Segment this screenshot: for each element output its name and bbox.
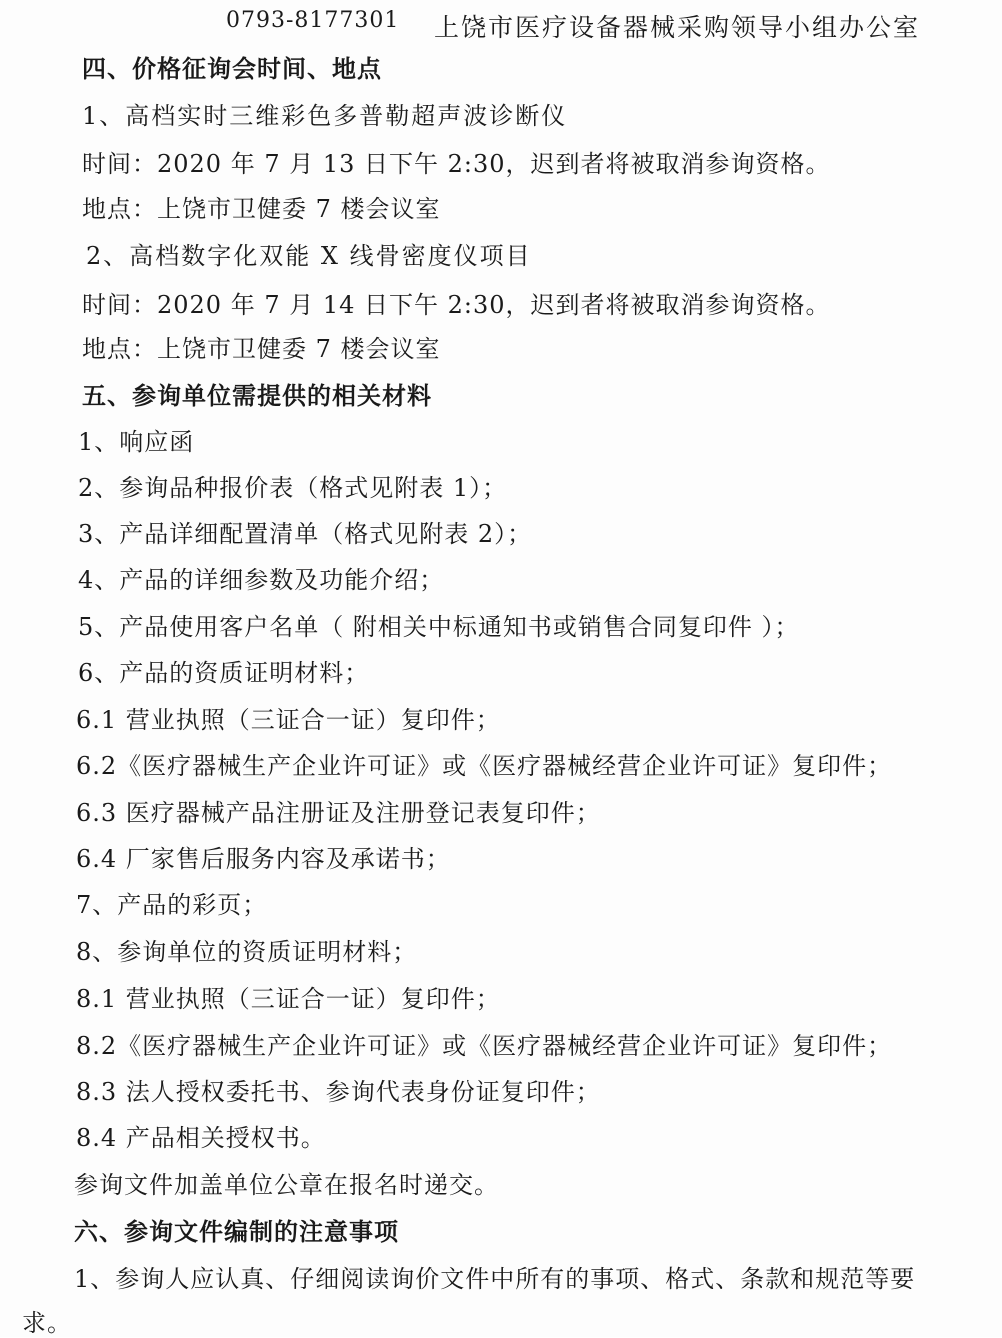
list-item: 6.3 医疗器械产品注册证及注册登记表复印件； <box>76 799 601 827</box>
section-heading-6: 六、参询文件编制的注意事项 <box>74 1218 399 1246</box>
location-line: 地点：上饶市卫健委 7 楼会议室 <box>82 335 441 363</box>
list-item: 2、参询品种报价表（格式见附表 1）； <box>78 474 508 502</box>
list-item: 6.2《医疗器械生产企业许可证》或《医疗器械经营企业许可证》复印件； <box>76 752 893 780</box>
time-line: 时间：2020 年 7 月 14 日下午 2:30，迟到者将被取消参询资格。 <box>82 291 831 319</box>
header-organization: 上饶市医疗设备器械采购领导小组办公室 <box>434 13 921 42</box>
list-item: 4、产品的详细参数及功能介绍； <box>78 566 445 594</box>
submission-note: 参询文件加盖单位公章在报名时递交。 <box>74 1171 499 1199</box>
list-item: 8、参询单位的资质证明材料； <box>76 938 418 966</box>
location-line: 地点：上饶市卫健委 7 楼会议室 <box>82 195 441 223</box>
section-heading-5: 五、参询单位需提供的相关材料 <box>82 382 432 410</box>
list-item: 8.4 产品相关授权书。 <box>76 1124 326 1152</box>
list-item: 8.1 营业执照（三证合一证）复印件； <box>76 985 501 1013</box>
section-heading-4: 四、价格征询会时间、地点 <box>82 55 382 83</box>
list-item: 8.2《医疗器械生产企业许可证》或《医疗器械经营企业许可证》复印件； <box>76 1032 893 1060</box>
list-item: 6.4 厂家售后服务内容及承诺书； <box>76 845 451 873</box>
item-line: 1、高档实时三维彩色多普勒超声波诊断仪 <box>82 102 568 130</box>
list-item: 1、响应函 <box>78 428 195 456</box>
time-line: 时间：2020 年 7 月 13 日下午 2:30，迟到者将被取消参询资格。 <box>82 150 831 178</box>
header-phone: 0793-8177301 <box>226 8 400 33</box>
list-item: 3、产品详细配置清单（格式见附表 2）； <box>78 520 533 548</box>
list-item: 7、产品的彩页； <box>76 891 268 919</box>
list-item: 6、产品的资质证明材料； <box>78 659 370 687</box>
list-item-continuation: 求。 <box>22 1309 72 1337</box>
list-item: 5、产品使用客户名单（ 附相关中标通知书或销售合同复印件 ）； <box>78 613 800 641</box>
list-item: 8.3 法人授权委托书、参询代表身份证复印件； <box>76 1078 601 1106</box>
list-item: 6.1 营业执照（三证合一证）复印件； <box>76 706 501 734</box>
list-item: 1、参询人应认真、仔细阅读询价文件中所有的事项、格式、条款和规范等要 <box>74 1265 916 1293</box>
item-line: 2、高档数字化双能 X 线骨密度仪项目 <box>86 242 532 270</box>
